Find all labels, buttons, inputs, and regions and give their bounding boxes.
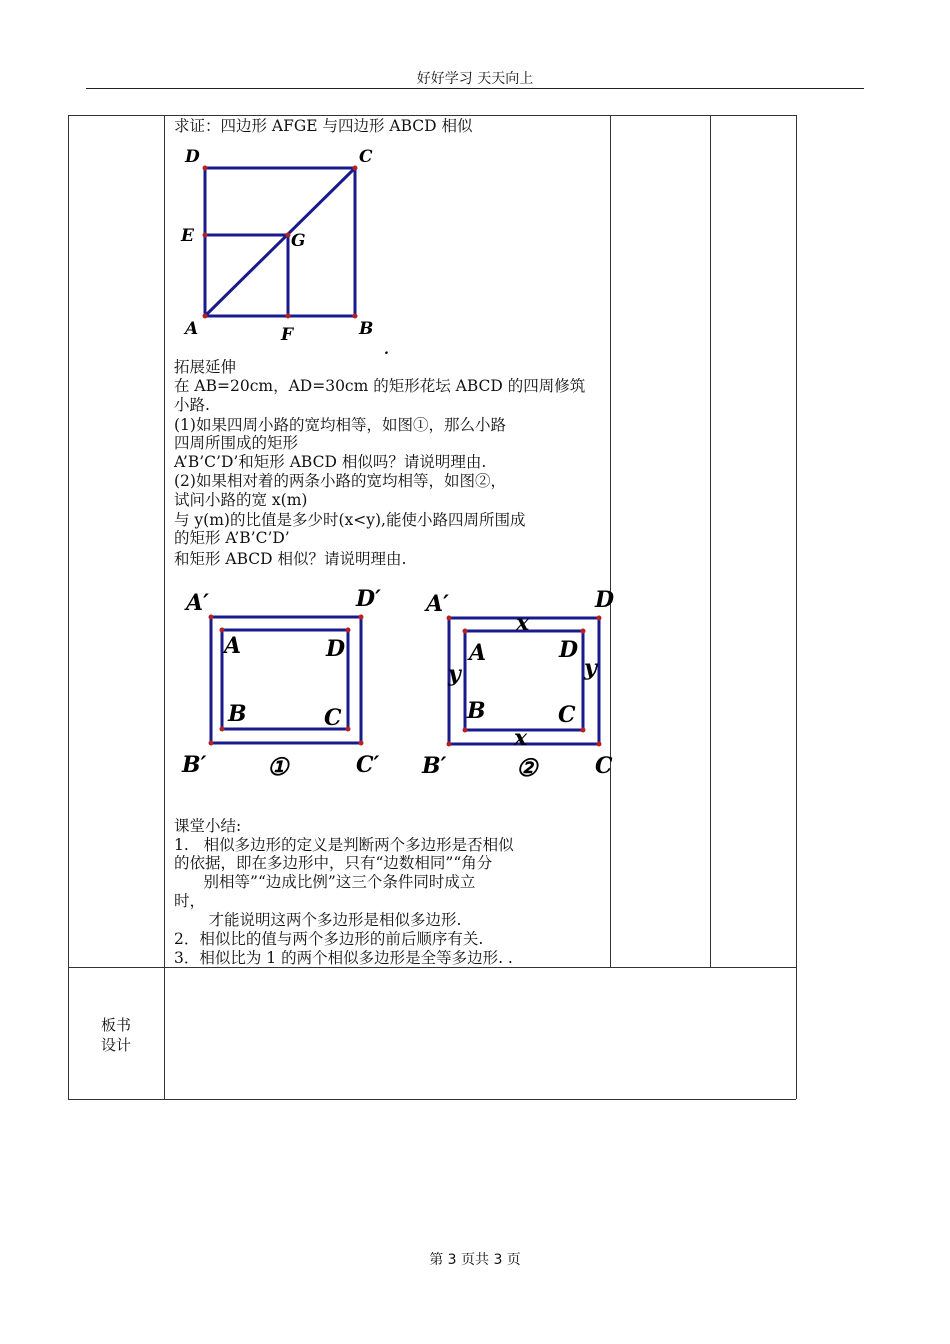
- vertex: [359, 615, 364, 620]
- label-y-left: y: [448, 661, 461, 687]
- summary-line: 才能说明这两个多边形是相似多边形.: [174, 911, 462, 929]
- extension-line: 的矩形 A’B’C’D’: [174, 529, 290, 547]
- summary-line: 别相等”“边成比例”这三个条件同时成立: [174, 873, 476, 891]
- table-col-divider-2: [610, 115, 611, 967]
- summary-line: 2．相似比的值与两个多边形的前后顺序有关.: [174, 930, 484, 948]
- label-c: C: [558, 702, 576, 728]
- summary-line: 的依据，即在多边形中，只有“边数相同”“角分: [174, 854, 493, 872]
- board-design-label-line2: 设计: [100, 1036, 131, 1054]
- summary-line: 3．相似比为 1 的两个相似多边形是全等多边形. .: [174, 949, 513, 967]
- vertex: [220, 628, 225, 633]
- page-footer: 第 3 页共 3 页: [429, 1252, 521, 1268]
- label-b: B: [467, 698, 486, 724]
- extension-line: 在 AB=20cm，AD=30cm 的矩形花坛 ABCD 的四周修筑: [174, 377, 586, 395]
- vertex: [581, 629, 586, 634]
- stray-dot: .: [384, 342, 389, 358]
- point-b: [353, 314, 358, 319]
- vertex: [359, 741, 364, 746]
- label-d: D: [559, 637, 579, 663]
- table-right-border: [796, 115, 797, 1099]
- point-g: [286, 233, 291, 238]
- table-bottom-border: [68, 1099, 796, 1100]
- board-design-label-line1: 板书: [100, 1016, 131, 1034]
- point-f: [286, 314, 291, 319]
- square-figure: [172, 140, 412, 358]
- figure-caption: ①: [267, 752, 289, 781]
- label-a: A: [469, 640, 487, 666]
- label-x-bottom: x: [514, 725, 528, 751]
- label-f: F: [281, 325, 294, 345]
- figure-two: [420, 585, 615, 785]
- point-a: [203, 314, 208, 319]
- label-b: B: [228, 701, 247, 727]
- summary-line: 时，: [174, 892, 206, 910]
- table-left-border: [68, 115, 69, 1099]
- label-d: D: [326, 636, 346, 662]
- extension-line: 小路.: [174, 396, 210, 414]
- label-c-prime: C′: [356, 752, 380, 778]
- extension-title: 拓展延伸: [174, 358, 237, 376]
- label-b-prime: B′: [182, 752, 207, 778]
- label-a-prime: A′: [426, 591, 449, 617]
- vertex: [346, 628, 351, 633]
- label-d-prime: D′: [356, 586, 381, 612]
- vertex: [463, 728, 468, 733]
- summary-line: 1. 相似多边形的定义是判断两个多边形是否相似: [174, 836, 514, 854]
- label-d-outer: D: [595, 587, 615, 613]
- figure-caption: ②: [516, 753, 538, 782]
- label-y-right: y: [584, 655, 597, 681]
- point-c: [353, 166, 358, 171]
- vertex: [346, 727, 351, 732]
- extension-line: 四周所围成的矩形: [174, 434, 299, 452]
- prove-statement: 求证：四边形 AFGE 与四边形 ABCD 相似: [174, 117, 473, 135]
- extension-line: A’B’C’D’和矩形 ABCD 相似吗？请说明理由.: [174, 453, 487, 471]
- label-c-outer: C: [595, 753, 613, 779]
- header-rule: [86, 88, 864, 89]
- label-g: G: [291, 231, 306, 251]
- vertex: [463, 629, 468, 634]
- extension-line: 和矩形 ABCD 相似？请说明理由.: [174, 550, 407, 568]
- label-a: A: [185, 319, 199, 339]
- extension-line: 与 y(m)的比值是多少时(x<y),能使小路四周所围成: [174, 511, 526, 529]
- vertex: [597, 616, 602, 621]
- point-d: [203, 166, 208, 171]
- label-b-prime: B′: [422, 753, 447, 779]
- label-x-top: x: [516, 610, 530, 636]
- vertex: [581, 728, 586, 733]
- label-c: C: [324, 705, 342, 731]
- summary-title: 课堂小结:: [174, 817, 242, 835]
- vertex: [597, 742, 602, 747]
- extension-line: (1)如果四周小路的宽均相等，如图①，那么小路: [174, 416, 506, 434]
- figure-one: [176, 585, 396, 785]
- vertex: [209, 741, 214, 746]
- label-e: E: [181, 226, 194, 246]
- label-c: C: [359, 147, 373, 167]
- extension-line: 试问小路的宽 x(m): [174, 491, 308, 509]
- label-b: B: [359, 319, 374, 339]
- point-e: [203, 233, 208, 238]
- table-col-divider-3: [710, 115, 711, 967]
- vertex: [209, 615, 214, 620]
- label-a: A: [224, 633, 242, 659]
- page-header: 好好学习 天天向上: [416, 71, 534, 87]
- diagonal-ac: [205, 168, 355, 316]
- label-d: D: [185, 147, 200, 167]
- vertex: [447, 742, 452, 747]
- label-a-prime: A′: [186, 590, 209, 616]
- table-top-border: [68, 115, 796, 116]
- vertex: [220, 727, 225, 732]
- extension-line: (2)如果相对着的两条小路的宽均相等，如图②，: [174, 472, 506, 490]
- table-col-divider-1: [164, 115, 165, 1099]
